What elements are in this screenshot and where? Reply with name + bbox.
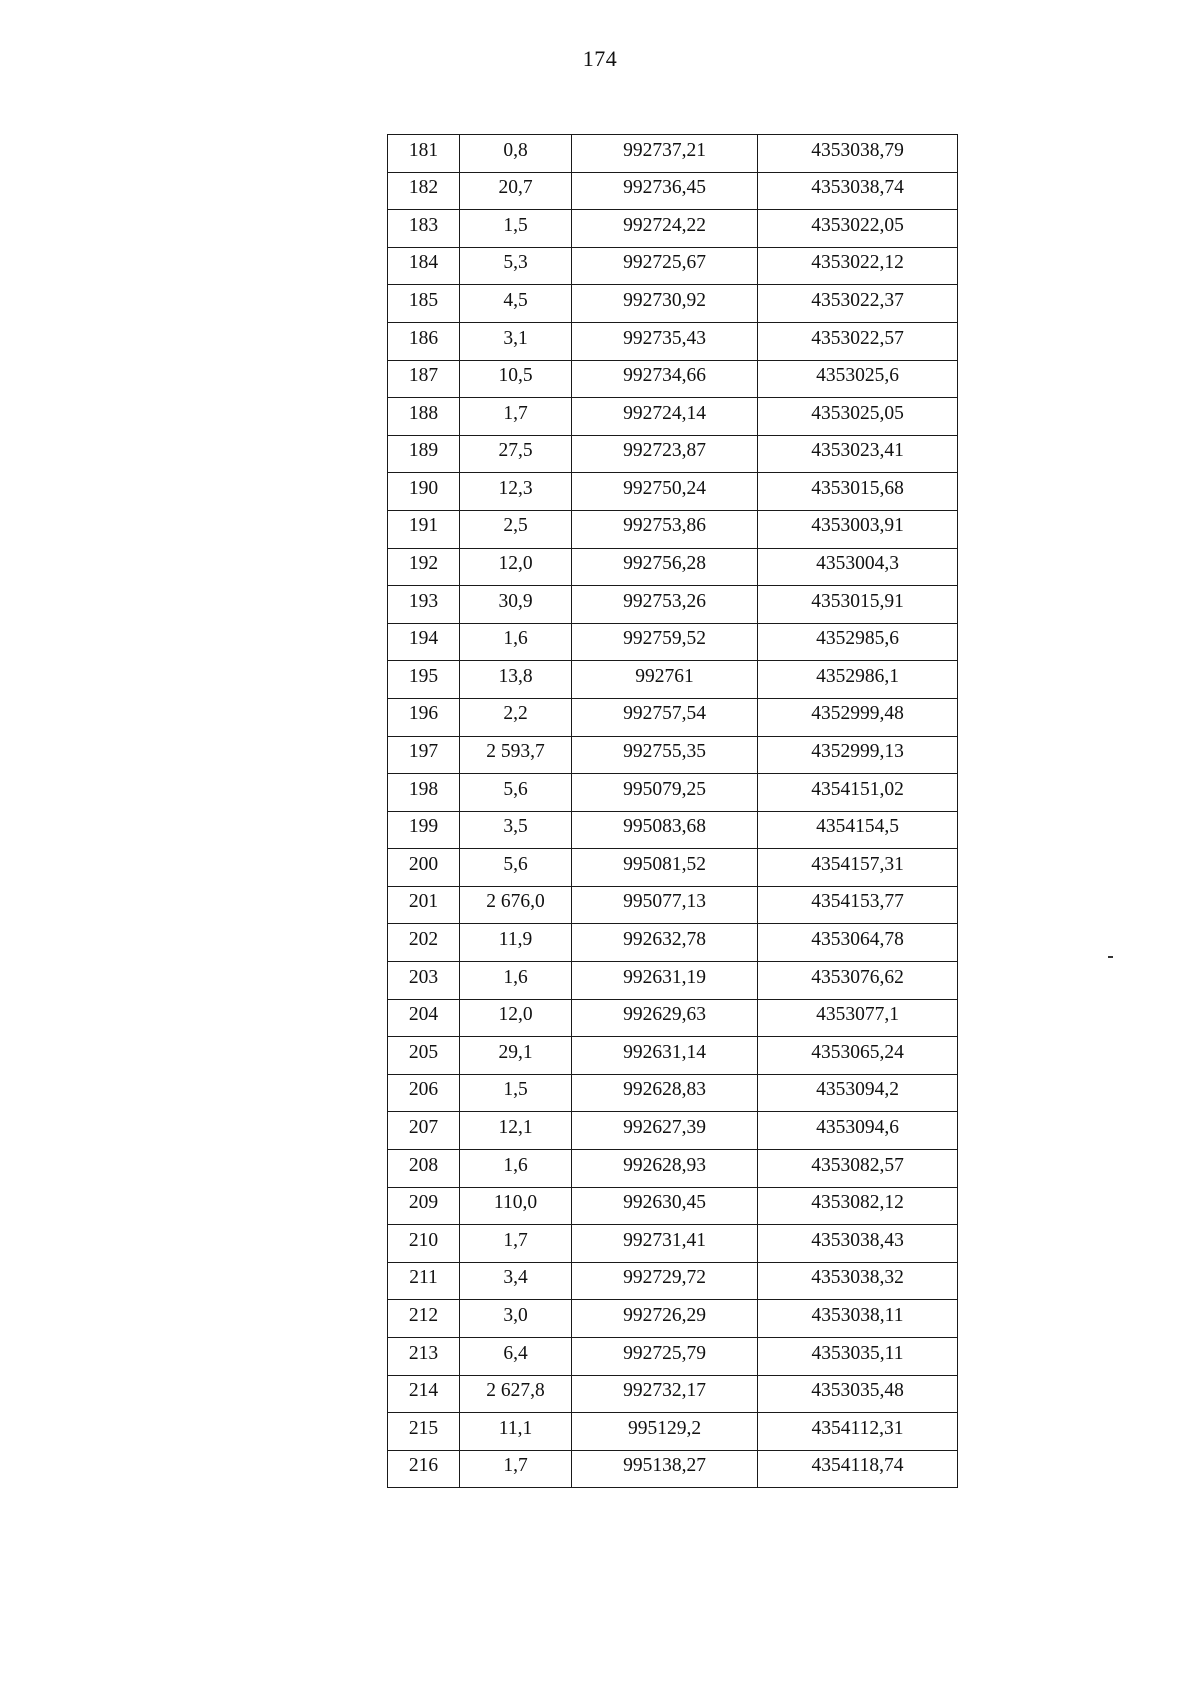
table-row [388, 811, 958, 849]
x-coordinate-cell: 992759,52 [572, 623, 758, 661]
point-number-cell: 209 [388, 1187, 460, 1225]
length-cell: 0,8 [460, 135, 572, 173]
x-coordinate-cell: 992725,79 [572, 1338, 758, 1376]
x-coordinate-cell: 995077,13 [572, 886, 758, 924]
length-cell: 1,6 [460, 962, 572, 1000]
table-row [388, 1150, 958, 1188]
y-coordinate-cell: 4354118,74 [758, 1450, 958, 1488]
x-coordinate-cell: 992736,45 [572, 172, 758, 210]
y-coordinate-cell: 4353064,78 [758, 924, 958, 962]
table-row [388, 135, 958, 173]
y-coordinate-cell: 4353022,37 [758, 285, 958, 323]
point-number-cell: 189 [388, 435, 460, 473]
length-cell: 2 593,7 [460, 736, 572, 774]
y-coordinate-cell: 4353077,1 [758, 999, 958, 1037]
x-coordinate-cell: 992628,93 [572, 1150, 758, 1188]
point-number-cell: 191 [388, 510, 460, 548]
x-coordinate-cell: 995081,52 [572, 849, 758, 887]
length-cell: 1,7 [460, 1450, 572, 1488]
table-row [388, 736, 958, 774]
length-cell: 2 676,0 [460, 886, 572, 924]
y-coordinate-cell: 4354151,02 [758, 774, 958, 812]
table-row [388, 398, 958, 436]
length-cell: 5,3 [460, 247, 572, 285]
y-coordinate-cell: 4352986,1 [758, 661, 958, 699]
length-cell: 6,4 [460, 1338, 572, 1376]
point-number-cell: 199 [388, 811, 460, 849]
table-row [388, 849, 958, 887]
point-number-cell: 213 [388, 1338, 460, 1376]
x-coordinate-cell: 992731,41 [572, 1225, 758, 1263]
point-number-cell: 182 [388, 172, 460, 210]
x-coordinate-cell: 992631,19 [572, 962, 758, 1000]
x-coordinate-cell: 995138,27 [572, 1450, 758, 1488]
length-cell: 11,1 [460, 1413, 572, 1451]
y-coordinate-cell: 4353038,43 [758, 1225, 958, 1263]
length-cell: 29,1 [460, 1037, 572, 1075]
table-row [388, 548, 958, 586]
point-number-cell: 211 [388, 1262, 460, 1300]
length-cell: 12,1 [460, 1112, 572, 1150]
x-coordinate-cell: 992730,92 [572, 285, 758, 323]
y-coordinate-cell: 4354153,77 [758, 886, 958, 924]
y-coordinate-cell: 4353025,05 [758, 398, 958, 436]
point-number-cell: 197 [388, 736, 460, 774]
x-coordinate-cell: 992628,83 [572, 1074, 758, 1112]
table-row [388, 322, 958, 360]
y-coordinate-cell: 4353035,11 [758, 1338, 958, 1376]
table-row [388, 1187, 958, 1225]
point-number-cell: 201 [388, 886, 460, 924]
length-cell: 20,7 [460, 172, 572, 210]
table-row [388, 210, 958, 248]
table-row [388, 1225, 958, 1263]
y-coordinate-cell: 4353094,2 [758, 1074, 958, 1112]
x-coordinate-cell: 995079,25 [572, 774, 758, 812]
length-cell: 2 627,8 [460, 1375, 572, 1413]
y-coordinate-cell: 4354112,31 [758, 1413, 958, 1451]
table-row [388, 886, 958, 924]
x-coordinate-cell: 992734,66 [572, 360, 758, 398]
x-coordinate-cell: 992723,87 [572, 435, 758, 473]
table-row [388, 360, 958, 398]
length-cell: 1,5 [460, 1074, 572, 1112]
y-coordinate-cell: 4352999,48 [758, 698, 958, 736]
point-number-cell: 196 [388, 698, 460, 736]
point-number-cell: 203 [388, 962, 460, 1000]
x-coordinate-cell: 992732,17 [572, 1375, 758, 1413]
point-number-cell: 205 [388, 1037, 460, 1075]
table-row [388, 999, 958, 1037]
length-cell: 3,1 [460, 322, 572, 360]
x-coordinate-cell: 992724,22 [572, 210, 758, 248]
y-coordinate-cell: 4353038,11 [758, 1300, 958, 1338]
point-number-cell: 183 [388, 210, 460, 248]
table-body [388, 135, 958, 1488]
table-row [388, 435, 958, 473]
length-cell: 1,5 [460, 210, 572, 248]
length-cell: 5,6 [460, 849, 572, 887]
y-coordinate-cell: 4353038,79 [758, 135, 958, 173]
table-row [388, 1074, 958, 1112]
table-row [388, 247, 958, 285]
y-coordinate-cell: 4353003,91 [758, 510, 958, 548]
y-coordinate-cell: 4353015,68 [758, 473, 958, 511]
length-cell: 3,4 [460, 1262, 572, 1300]
length-cell: 11,9 [460, 924, 572, 962]
point-number-cell: 200 [388, 849, 460, 887]
y-coordinate-cell: 4352999,13 [758, 736, 958, 774]
point-number-cell: 210 [388, 1225, 460, 1263]
table-row [388, 623, 958, 661]
point-number-cell: 195 [388, 661, 460, 699]
point-number-cell: 216 [388, 1450, 460, 1488]
table-row [388, 1037, 958, 1075]
table-row [388, 510, 958, 548]
page-number: 174 [582, 46, 618, 71]
x-coordinate-cell: 995129,2 [572, 1413, 758, 1451]
coordinates-table [387, 134, 958, 1488]
point-number-cell: 207 [388, 1112, 460, 1150]
x-coordinate-cell: 992761 [572, 661, 758, 699]
length-cell: 2,2 [460, 698, 572, 736]
point-number-cell: 202 [388, 924, 460, 962]
y-coordinate-cell: 4354154,5 [758, 811, 958, 849]
length-cell: 3,5 [460, 811, 572, 849]
length-cell: 2,5 [460, 510, 572, 548]
point-number-cell: 193 [388, 586, 460, 624]
y-coordinate-cell: 4353022,57 [758, 322, 958, 360]
x-coordinate-cell: 992737,21 [572, 135, 758, 173]
table-row [388, 1450, 958, 1488]
point-number-cell: 214 [388, 1375, 460, 1413]
point-number-cell: 188 [388, 398, 460, 436]
y-coordinate-cell: 4354157,31 [758, 849, 958, 887]
table-row [388, 285, 958, 323]
table-row [388, 962, 958, 1000]
scan-speck [1108, 956, 1113, 958]
length-cell: 3,0 [460, 1300, 572, 1338]
y-coordinate-cell: 4353038,32 [758, 1262, 958, 1300]
point-number-cell: 186 [388, 322, 460, 360]
point-number-cell: 212 [388, 1300, 460, 1338]
length-cell: 12,3 [460, 473, 572, 511]
point-number-cell: 190 [388, 473, 460, 511]
length-cell: 4,5 [460, 285, 572, 323]
point-number-cell: 192 [388, 548, 460, 586]
point-number-cell: 198 [388, 774, 460, 812]
y-coordinate-cell: 4353035,48 [758, 1375, 958, 1413]
y-coordinate-cell: 4353015,91 [758, 586, 958, 624]
table-row [388, 1375, 958, 1413]
point-number-cell: 215 [388, 1413, 460, 1451]
point-number-cell: 194 [388, 623, 460, 661]
table-row [388, 586, 958, 624]
x-coordinate-cell: 995083,68 [572, 811, 758, 849]
length-cell: 12,0 [460, 548, 572, 586]
y-coordinate-cell: 4353082,57 [758, 1150, 958, 1188]
x-coordinate-cell: 992629,63 [572, 999, 758, 1037]
x-coordinate-cell: 992753,26 [572, 586, 758, 624]
x-coordinate-cell: 992631,14 [572, 1037, 758, 1075]
y-coordinate-cell: 4353065,24 [758, 1037, 958, 1075]
point-number-cell: 204 [388, 999, 460, 1037]
table-row [388, 1300, 958, 1338]
y-coordinate-cell: 4353022,12 [758, 247, 958, 285]
length-cell: 110,0 [460, 1187, 572, 1225]
length-cell: 1,6 [460, 1150, 572, 1188]
y-coordinate-cell: 4353082,12 [758, 1187, 958, 1225]
y-coordinate-cell: 4353025,6 [758, 360, 958, 398]
x-coordinate-cell: 992729,72 [572, 1262, 758, 1300]
x-coordinate-cell: 992725,67 [572, 247, 758, 285]
length-cell: 1,7 [460, 1225, 572, 1263]
point-number-cell: 206 [388, 1074, 460, 1112]
table-row [388, 1338, 958, 1376]
x-coordinate-cell: 992632,78 [572, 924, 758, 962]
y-coordinate-cell: 4352985,6 [758, 623, 958, 661]
y-coordinate-cell: 4353094,6 [758, 1112, 958, 1150]
table-row [388, 1112, 958, 1150]
point-number-cell: 208 [388, 1150, 460, 1188]
length-cell: 10,5 [460, 360, 572, 398]
length-cell: 27,5 [460, 435, 572, 473]
y-coordinate-cell: 4353022,05 [758, 210, 958, 248]
x-coordinate-cell: 992735,43 [572, 322, 758, 360]
length-cell: 1,7 [460, 398, 572, 436]
x-coordinate-cell: 992750,24 [572, 473, 758, 511]
x-coordinate-cell: 992753,86 [572, 510, 758, 548]
x-coordinate-cell: 992755,35 [572, 736, 758, 774]
point-number-cell: 187 [388, 360, 460, 398]
table-row [388, 1262, 958, 1300]
length-cell: 1,6 [460, 623, 572, 661]
y-coordinate-cell: 4353023,41 [758, 435, 958, 473]
table-row [388, 1413, 958, 1451]
x-coordinate-cell: 992726,29 [572, 1300, 758, 1338]
table-row [388, 774, 958, 812]
y-coordinate-cell: 4353004,3 [758, 548, 958, 586]
length-cell: 13,8 [460, 661, 572, 699]
point-number-cell: 185 [388, 285, 460, 323]
table-row [388, 924, 958, 962]
table-row [388, 473, 958, 511]
point-number-cell: 181 [388, 135, 460, 173]
y-coordinate-cell: 4353038,74 [758, 172, 958, 210]
length-cell: 12,0 [460, 999, 572, 1037]
x-coordinate-cell: 992724,14 [572, 398, 758, 436]
x-coordinate-cell: 992757,54 [572, 698, 758, 736]
length-cell: 30,9 [460, 586, 572, 624]
point-number-cell: 184 [388, 247, 460, 285]
table-row [388, 661, 958, 699]
length-cell: 5,6 [460, 774, 572, 812]
table-row [388, 172, 958, 210]
x-coordinate-cell: 992627,39 [572, 1112, 758, 1150]
x-coordinate-cell: 992630,45 [572, 1187, 758, 1225]
y-coordinate-cell: 4353076,62 [758, 962, 958, 1000]
table-row [388, 698, 958, 736]
x-coordinate-cell: 992756,28 [572, 548, 758, 586]
